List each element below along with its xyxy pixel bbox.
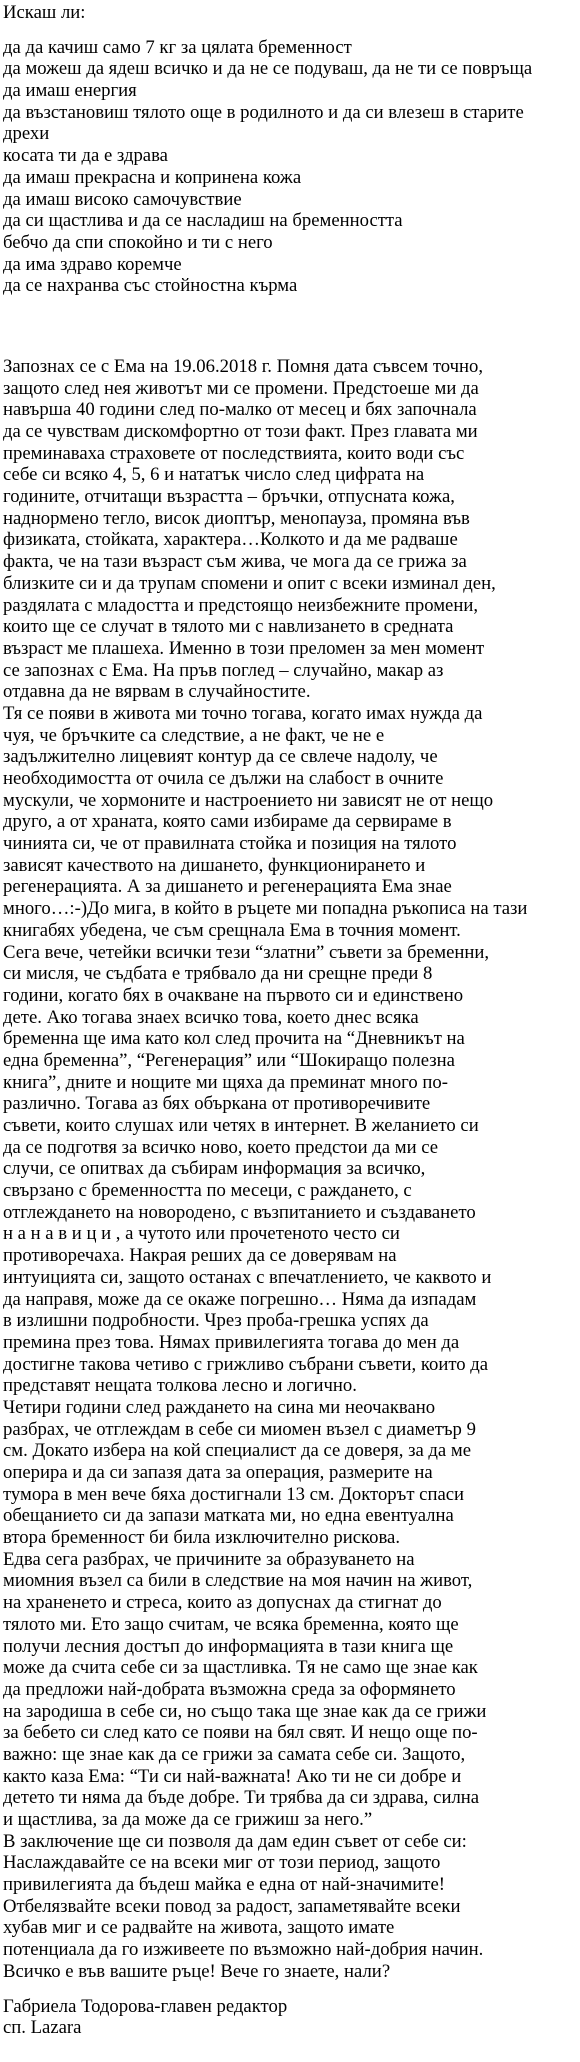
article-line: чинията си, че от правилната стойка и позиция на тялото (3, 833, 457, 855)
article-line: представят нещата толкова лесно и логично. (3, 1375, 357, 1397)
article-line: чуя, че бръчките са следствие, а не факт, че не е (3, 724, 385, 746)
article-line: задължително лицевият контур да се свлече надолу, че (3, 746, 438, 768)
article-line: физиката, стойката, характера…Колкото и да ме радваше (3, 529, 458, 551)
article-line: на зародиша в себе си, но също така ще знае как да се грижи (3, 1700, 487, 1722)
article-line: детето ти няма да бъде добре. Ти трябва да си здрава, силна (3, 1787, 480, 1809)
article-line: необходимостта от очила се дължи на слабост в очните (3, 768, 444, 789)
article-line: навърша 40 години след по-малко от месец и бях започнала (3, 399, 477, 421)
article-line: тялото ми. Ето защо считам, че всяка бременна, която ще (3, 1613, 459, 1635)
article-line: се запознах с Ема. На пръв поглед – случайно, макар аз (3, 659, 444, 681)
article-line: дете. Ако тогава знаех всичко това, което днес всяка (3, 1006, 419, 1028)
article-line: да се чувствам дискомфортно от този факт. През главата ми (3, 421, 478, 442)
intro-section (3, 2, 577, 297)
intro-list-item: бебчо да спи спокойно и ти с него (3, 231, 273, 253)
article-line: достигне такова четиво с грижливо събрани съвети, които да (3, 1353, 489, 1375)
article-line: отдавна да не вярвам в случайностите. (3, 681, 311, 703)
article-line: потенциала да го изживеете по възможно най-добрия начин. (3, 1939, 484, 1961)
article-line: обещанието си да запази матката ми, но една евентуална (3, 1505, 454, 1527)
article-line: съвети, които слушах или четях в интернет. В желанието си (3, 1115, 479, 1136)
intro-list-item: дрехи (3, 123, 50, 145)
article-line: бременна ще има като кол след прочита на “Дневникът на (3, 1028, 465, 1050)
article-line: привилегията да бъдеш майка е една от най-значимите! (3, 1874, 445, 1896)
article-line: книгабях убедена, че съм срещнала Ема в точния момент. (3, 919, 461, 941)
signature-spacer (3, 1983, 577, 1996)
article-line: да се подготвя за всичко ново, което предстои да ми се (3, 1136, 439, 1158)
article-line: факта, че на тази възраст съм жива, че мога да се грижа за (3, 551, 467, 573)
article-line: противоречаха. Накрая реших да се доверявам на (3, 1245, 397, 1267)
article-line: да направя, може да се окаже погрешно… Няма да изпадам (3, 1288, 477, 1310)
article-line: годините, отчитащи възрастта – бръчки, отпусната кожа, (3, 486, 455, 508)
intro-list-item: да имаш прекрасна и копринена кожа (3, 166, 302, 188)
intro-list-item: да да качиш само 7 кг за цялата бременност (3, 36, 352, 58)
article-line: в излишни подробности. Чрез проба-грешка успях да (3, 1310, 429, 1332)
article-line: възраст ме плашеха. Именно в този преломен за мен момент (3, 637, 485, 659)
article-line: много…:-)До мига, в който в ръцете ми попадна ръкописа на тази (3, 898, 528, 920)
article-line: книга”, дните и нощите ми щяха да преминат много по- (3, 1071, 448, 1093)
article-line: както каза Ема: “Ти си най-важната! Ако ти не си добре и (3, 1765, 462, 1787)
article-line: случи, се опитвах да събирам информация за всичко, (3, 1158, 426, 1180)
article-line: близките си и да трупам спомени и опит с всеки изминал ден, (3, 572, 496, 594)
document-page (3, 0, 577, 2039)
article-line: В заключение ще си позволя да дам един съвет от себе си: (3, 1830, 467, 1852)
article-line: Тя се появи в живота ми точно тогава, когато имах нужда да (3, 702, 483, 724)
article-line: регенерацията. А за дишането и регенерацията Ема знае (3, 876, 452, 898)
article-line: Едва сега разбрах, че причините за образуването на (3, 1548, 415, 1570)
article-line: може да счита себе си за щастливка. Тя не само ще знае как (3, 1657, 478, 1679)
article-line: и щастлива, за да може да се грижиш за него.” (3, 1809, 373, 1830)
article-line: интуицията си, защото останах с впечатлението, че каквото и (3, 1266, 492, 1288)
article-line: различно. Тогава аз бях объркана от противоречивите (3, 1093, 431, 1115)
article-line: Сега вече, четейки всички тези “златни” съвети за бременни, (3, 941, 490, 963)
article-line: см. Докато избера на кой специалист да се доверя, за да ме (3, 1440, 472, 1462)
section-spacer (3, 297, 577, 356)
intro-list-item: да се нахранва със стойностна кърма (3, 275, 298, 297)
article-line: които ще се случат в тялото ми с навлизането в средната (3, 616, 454, 638)
article-line: години, когато бях в очакване на първото си и единствено (3, 984, 464, 1006)
intro-list (3, 37, 577, 297)
article-line: раздялата с младостта и предстоящо неизбежните промени, (3, 594, 479, 616)
article-body (3, 356, 577, 1983)
article-line: мускули, че хормоните и настроението ни зависят не от нещо (3, 789, 494, 811)
article-line: си мисля, че съдбата е трябвало да ни срещне преди 8 (3, 963, 433, 985)
article-line: себе си всяко 4, 5, 6 и нататък число след цифрата на (3, 464, 425, 486)
intro-list-item: косата ти да е здрава (3, 145, 168, 167)
article-line: хубав миг и се радвайте на живота, защото имате (3, 1917, 395, 1939)
article-line: защото след нея животът ми се промени. Предстоеше ми да (3, 377, 479, 399)
intro-list-item: да имаш високо самочувствие (3, 188, 242, 210)
signature-line: сп. Lazara (3, 2017, 82, 2039)
intro-list-item: да възстановиш тялото още в родилното и да си влезеш в старите (3, 101, 524, 123)
article-line: Запознах се с Ема на 19.06.2018 г. Помня дата съвсем точно, (3, 355, 484, 377)
intro-list-item: да си щастлива и да се насладиш на бременността (3, 210, 403, 232)
article-line: важно: ще знае как да се грижи за самата себе си. Защото, (3, 1743, 466, 1765)
article-line: разбрах, че отглеждам в себе си миомен възел с диаметър 9 (3, 1418, 476, 1440)
signature-line: Габриела Тодорова-главен редактор (3, 1995, 288, 2017)
article-line: да предложи най-добрата възможна среда за оформянето (3, 1678, 456, 1700)
article-line: оперира и да си запазя дата за операция, размерите на (3, 1462, 433, 1483)
article-line: свързано с бременността по месеци, с раждането, с (3, 1180, 412, 1202)
article-line: миомния възел са били в следствие на моя начин на живот, (3, 1570, 473, 1592)
article-line: н а н а в и ц и , а чутото или прочетеното често си (3, 1223, 400, 1245)
article-line: на храненето и стреса, които аз допуснах да стигнат до (3, 1592, 442, 1614)
intro-heading: Искаш ли: (3, 2, 86, 23)
article-line: наднормено тегло, висок диоптър, менопауза, промяна във (3, 507, 470, 529)
article-line: Отбелязвайте всеки повод за радост, запаметявайте всеки (3, 1895, 461, 1917)
article-line: една бременна”, “Регенерация” или “Шокиращо полезна (3, 1049, 455, 1071)
signature (3, 1996, 577, 2039)
article-line: втора бременност би била изключително рискова. (3, 1527, 401, 1549)
article-line: Всичко е във вашите ръце! Вече го знаете, нали? (3, 1960, 391, 1982)
article-line: тумора в мен вече бяха достигнали 13 см. Докторът спаси (3, 1483, 465, 1505)
article-line: отглеждането на новороденo, с възпитанието и създаването (3, 1201, 476, 1223)
article-line: преминаваха страховете от последствията, които води със (3, 442, 465, 464)
intro-list-item: да има здраво коремче (3, 253, 182, 275)
intro-list-item: да можеш да ядеш всичко и да не се подуваш, да не ти се повръща (3, 58, 533, 80)
article-line: зависят качеството на дишането, функционирането и (3, 854, 426, 876)
article-line: премина през това. Нямах привилегията тогава до мен да (3, 1331, 460, 1353)
article-line: Четири години след раждането на сина ми неочаквано (3, 1396, 436, 1418)
article-line: получи лесния достъп до информацията в тази книга ще (3, 1635, 454, 1657)
article-line: друго, а от храната, която сами избираме да сервираме в (3, 811, 452, 833)
article-line: за бебето си след като се появи на бял свят. И нещо още по- (3, 1722, 478, 1744)
spacer (3, 24, 577, 37)
intro-list-item: да имаш енергия (3, 80, 137, 102)
article-line: Наслаждавайте се на всеки миг от този период, защото (3, 1852, 441, 1874)
